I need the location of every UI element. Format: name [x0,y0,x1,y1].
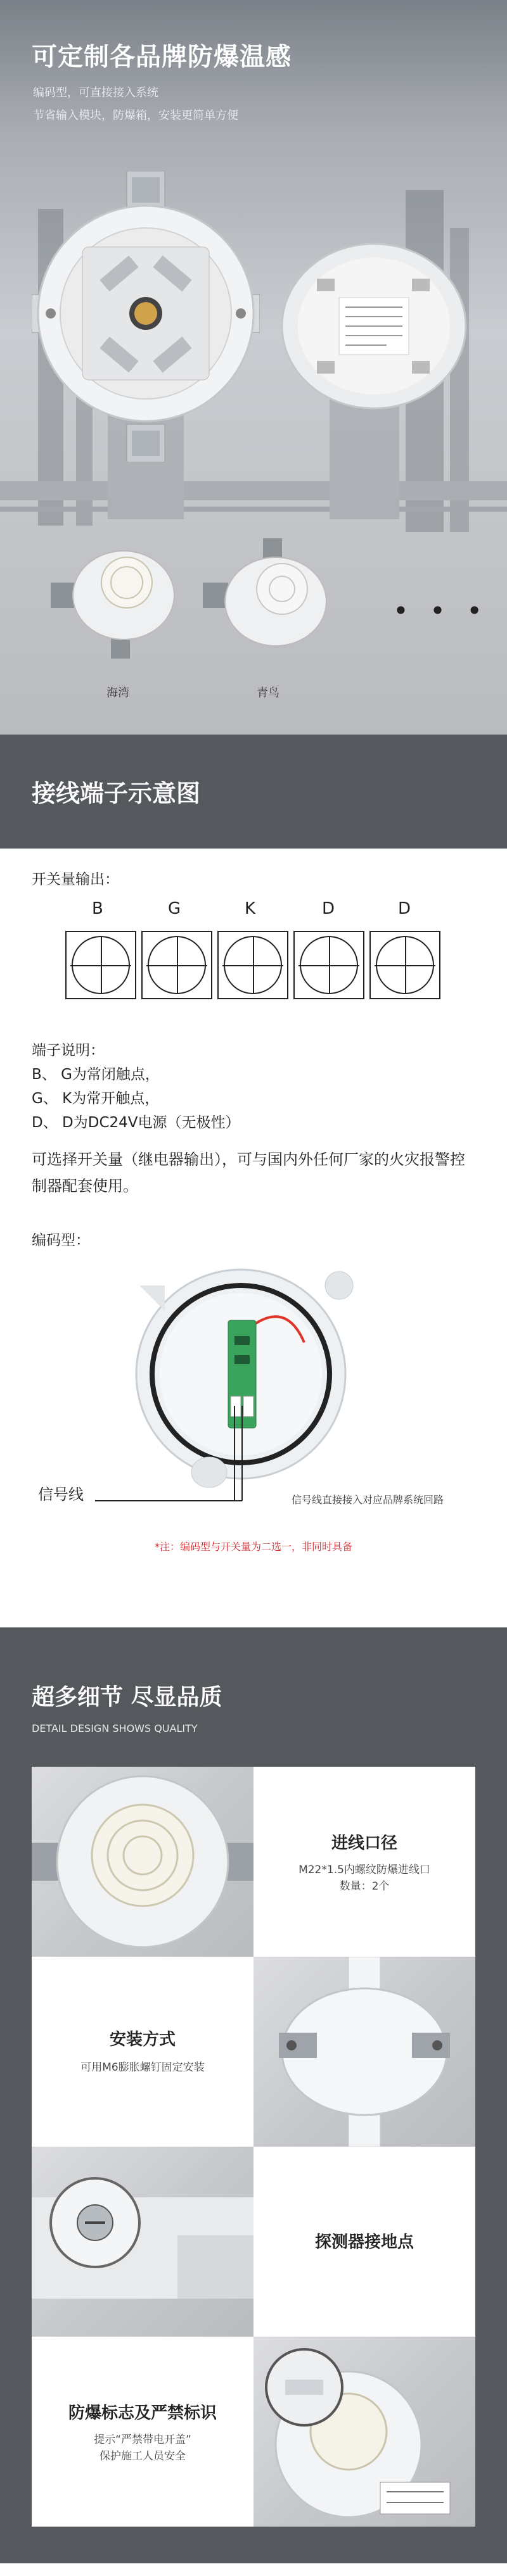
warning-note: *注：编码型与开关量为二选一，非同时具备 [154,1541,352,1553]
detail-text-explosion-mark [32,2337,254,2527]
detail-title-mounting: 安装方式 [109,2030,176,2049]
terminal-letter-b: B [92,899,103,918]
detail-photo-explosion-mark [254,2337,475,2527]
signal-line-leader [95,1406,254,1507]
terminal-desc-line-3: D、 D为DC24V电源（无极性） [32,1114,240,1131]
terminal-desc-line-2: G、 K为常开触点， [32,1090,160,1107]
detail-title-inlet: 进线口径 [331,1834,397,1853]
hero-title: 可定制各品牌防爆温感 [32,42,292,72]
signal-line-note: 信号线直接接入对应品牌系统回路 [292,1494,444,1506]
terminal-desc-line-1: B、 G为常闭触点， [32,1066,160,1083]
wiring-section-title: 接线端子示意图 [32,780,201,807]
details-section-subtitle: DETAIL DESIGN SHOWS QUALITY [32,1722,198,1734]
detail-text-inlet-1: M22*1.5内螺纹防爆进线口 [298,1864,430,1876]
hero-subtitle-2: 节省输入模块，防爆箱，安装更简单方便 [33,109,238,122]
detail-card-mounting [32,1957,475,2147]
terminal-box [141,931,212,999]
detector-open-photo [32,171,260,462]
device-label-haiwan: 海湾 [106,686,129,700]
detail-card-inlet [32,1767,475,1957]
signal-line-label: 信号线 [38,1486,84,1503]
more-dots: • • • [393,595,489,626]
detail-card-grounding [32,2147,475,2337]
details-section [0,1767,507,2563]
coded-type-label: 编码型： [32,1232,90,1249]
terminal-desc-title: 端子说明： [32,1042,105,1059]
detail-text-explosion-mark-2: 保护施工人员安全 [99,2450,186,2463]
detail-text-mounting-1: 可用M6膨胀螺钉固定安装 [80,2061,205,2074]
hero-section [0,0,507,735]
compatibility-paragraph: 可选择开关量（继电器输出），可与国内外任何厂家的火灾报警控制器配套使用。 [32,1151,465,1195]
wiring-section [0,849,507,1627]
detail-photo-mounting [254,1957,475,2147]
details-title-band [0,1627,507,1767]
detail-photo-inlet [32,1767,254,1957]
detector-qingniao-photo [203,538,336,665]
terminal-box [65,931,136,999]
detail-text-inlet-2: 数量：2个 [339,1880,390,1893]
detail-text-mounting [32,1957,254,2147]
terminal-letter-k: K [245,899,256,918]
detail-text-explosion-mark-1: 提示“严禁带电开盖” [94,2434,191,2446]
terminal-box [217,931,288,999]
terminal-letter-d2: D [398,899,411,918]
detail-photo-grounding [32,2147,254,2337]
detector-body-photo [279,241,469,412]
detail-title-explosion-mark: 防爆标志及严禁标识 [68,2404,217,2423]
device-label-qingniao: 青鸟 [257,686,279,700]
detail-card-explosion-mark [32,2337,475,2527]
detector-haiwan-photo [51,538,184,665]
detail-text-inlet [254,1767,475,1957]
terminal-letter-d1: D [322,899,335,918]
detail-text-grounding [254,2147,475,2337]
hero-subtitle-1: 编码型，可直接接入系统 [33,86,158,99]
details-section-title: 超多细节 尽显品质 [32,1684,222,1710]
detail-title-grounding: 探测器接地点 [314,2233,414,2252]
terminal-box [293,931,364,999]
switch-output-label: 开关量输出： [32,871,119,888]
wiring-title-band [0,735,507,849]
terminal-letter-g: G [168,899,181,918]
terminal-box [369,931,440,999]
